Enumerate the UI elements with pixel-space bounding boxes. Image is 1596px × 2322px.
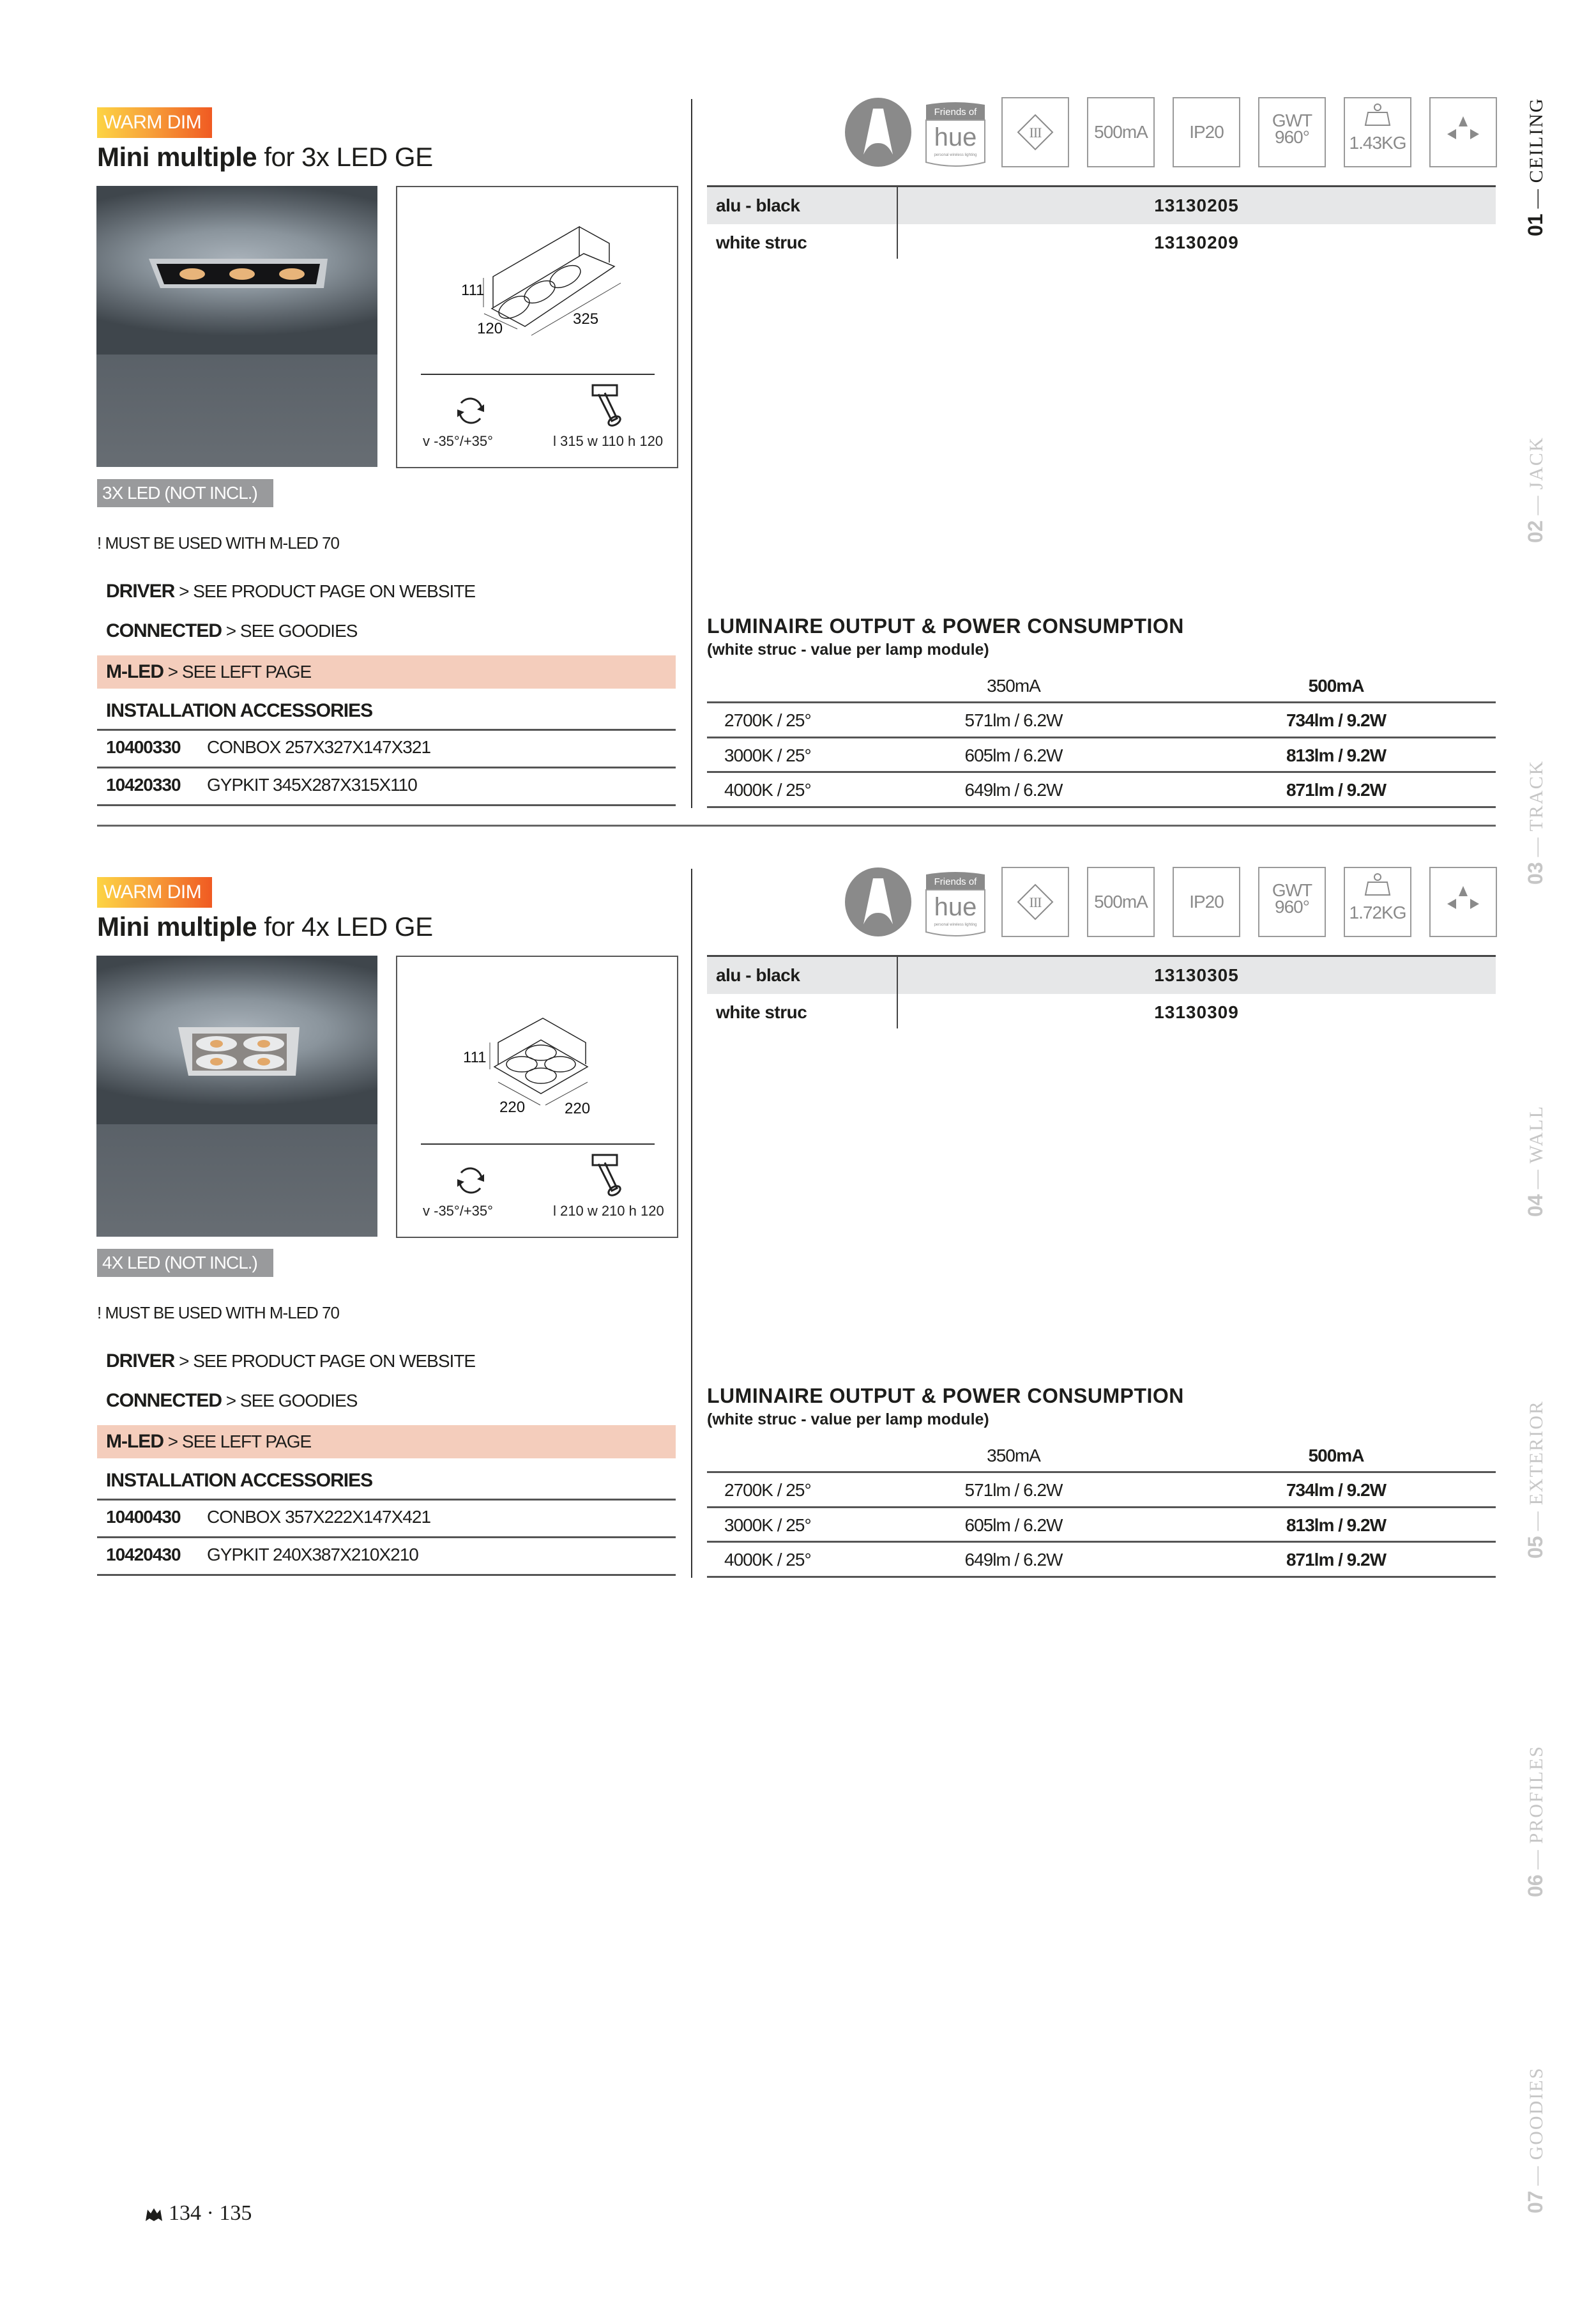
luminaire-output-subtitle: (white struc - value per lamp module) [707,641,989,659]
info-key: DRIVER [106,1350,175,1371]
info-key: CONNECTED [106,1390,222,1411]
lamp-outline [526,1068,556,1083]
page-numbers: 134 · 135 [169,2201,252,2225]
output-500-cell: 734lm / 9.2W [1286,710,1387,730]
info-value: > SEE LEFT PAGE [163,1432,312,1451]
dimension-height: 111 [463,1049,487,1066]
article-material: alu - black [716,195,800,215]
drawing-divider [421,1143,655,1145]
accessories-bottom-rule [97,1574,676,1576]
accessory-row [97,1536,676,1572]
article-code: 13130209 [1154,233,1239,252]
side-nav-number: 04 [1524,1194,1547,1217]
table-rule [707,1576,1496,1578]
product-photo [96,956,377,1237]
rotate-icon [448,392,493,430]
cct-cell: 4000K / 25° [724,1550,811,1570]
product-title-rest: for 4x LED GE [257,912,433,942]
cct-cell: 3000K / 25° [724,745,811,765]
weight-value: 1.72KG [1349,903,1406,922]
side-nav-dash: — [1526,494,1547,516]
led-not-included-tag: 4X LED (NOT INCL.) [97,1249,273,1277]
photo-wall [96,355,377,467]
svg-text:personal wireless lighting: personal wireless lighting [934,153,977,157]
brand-logo-icon [844,97,912,167]
accessory-desc: GYPKIT 240X387X210X210 [207,1545,418,1564]
info-value: > SEE GOODIES [222,1391,358,1410]
info-key: M-LED [106,1431,163,1452]
product-title-bold: Mini multiple [97,912,257,942]
side-nav-number: 06 [1524,1874,1547,1897]
output-500-cell: 813lm / 9.2W [1286,745,1387,765]
ip20-icon: IP20 [1173,97,1240,167]
led-not-included-tag: 3X LED (NOT INCL.) [97,479,273,507]
column-divider [691,869,692,1578]
accessory-code: 10420430 [106,1545,181,1564]
friends-of-hue-icon [925,101,986,167]
side-nav-number: 02 [1524,520,1547,543]
info-driver[interactable] [97,1345,676,1378]
col-header-350ma: 350mA [987,1446,1040,1465]
info-driver[interactable] [97,575,676,608]
photo-wall [96,1124,377,1237]
side-nav-number: 01 [1524,213,1547,236]
warm-dim-badge: WARM DIM [97,877,212,908]
svg-text:hue: hue [934,123,977,151]
info-value: > SEE PRODUCT PAGE ON WEBSITE [174,581,476,601]
fixture-illustration [96,956,377,1124]
side-nav-number: 07 [1524,2190,1547,2213]
side-nav-dash: — [1526,188,1547,209]
box-outline [493,227,579,307]
output-500-cell: 734lm / 9.2W [1286,1480,1387,1500]
svg-text:hue: hue [934,893,977,921]
table-column-separator [897,957,898,1028]
box-outline [579,227,609,263]
col-header-500ma: 500mA [1308,676,1364,696]
side-nav-dash: — [1526,2165,1547,2186]
side-nav-item-exterior[interactable] [1524,1400,1547,1559]
rotate-icon [448,1161,493,1200]
cct-cell: 4000K / 25° [724,780,811,800]
svg-text:personal wireless lighting: personal wireless lighting [934,923,977,927]
dimension-width: 120 [477,320,503,337]
dimension-length: 325 [573,310,599,328]
side-nav-dash: — [1526,1849,1547,1870]
info-m-led[interactable] [97,1425,676,1458]
trim-outline [494,1040,588,1094]
luminaire-output-subtitle: (white struc - value per lamp module) [707,1410,989,1428]
output-350-cell: 605lm / 6.2W [964,745,1063,765]
article-code: 13130305 [1154,965,1239,985]
side-nav-label: WALL [1526,1105,1547,1164]
brand-mark-icon [146,2207,162,2221]
accessory-code: 10420330 [106,775,181,795]
side-nav-label: GOODIES [1526,2066,1547,2160]
accessory-row [97,729,676,765]
accessory-desc: CONBOX 257X327X147X321 [207,737,431,757]
svg-text:III: III [1029,894,1042,910]
col-header-500ma: 500mA [1308,1446,1364,1465]
drawing-divider [421,374,655,375]
weight-value: 1.43KG [1349,133,1406,153]
tilt-label: v -35°/+35° [423,1203,493,1219]
article-material: white struc [716,1002,807,1022]
current-500ma-icon: 500mA [1087,97,1155,167]
side-nav-number: 05 [1524,1536,1547,1559]
cct-cell: 2700K / 25° [724,1480,811,1500]
info-key: CONNECTED [106,620,222,641]
luminaire-output-title: LUMINAIRE OUTPUT & POWER CONSUMPTION [707,615,1184,638]
lamp-glow [257,1058,270,1066]
friends-of-hue-icon [925,871,986,937]
cutout-label: l 315 w 110 h 120 [553,433,664,449]
side-nav-item-profiles[interactable] [1524,1745,1547,1897]
product-section [0,770,1596,1570]
output-350-cell: 605lm / 6.2W [964,1515,1063,1535]
output-500-cell: 871lm / 9.2W [1286,1550,1387,1570]
side-nav-item-jack[interactable] [1524,436,1547,543]
side-nav-label: EXTERIOR [1526,1400,1547,1506]
technical-drawing-box [396,186,678,468]
adjustable-directions-icon [1429,867,1497,937]
accessory-code: 10400430 [106,1507,181,1527]
info-value: > SEE PRODUCT PAGE ON WEBSITE [174,1351,476,1371]
lamp-glow [279,268,305,280]
table-column-separator [897,187,898,259]
output-350-cell: 571lm / 6.2W [964,710,1063,730]
info-connected[interactable] [97,1384,676,1417]
class-iii-icon [1001,867,1069,937]
must-use-note: ! MUST BE USED WITH M-LED 70 [97,533,339,553]
output-350-cell: 571lm / 6.2W [964,1480,1063,1500]
section-separator [97,825,1496,827]
must-use-note: ! MUST BE USED WITH M-LED 70 [97,1303,339,1322]
side-nav-dash: — [1526,1510,1547,1531]
lamp-glow [210,1058,223,1066]
warm-dim-badge: WARM DIM [97,107,212,138]
cutout-label: l 210 w 210 h 120 [553,1203,664,1219]
lamp-glow [257,1040,270,1048]
info-value: > SEE GOODIES [222,621,358,641]
output-500-cell: 813lm / 9.2W [1286,1515,1387,1535]
side-nav-label: PROFILES [1526,1745,1547,1844]
accessory-row [97,1499,676,1534]
dimension-width: 220 [499,1099,526,1116]
article-material: white struc [716,233,807,252]
lamp-outline [495,291,533,323]
product-title [97,912,433,942]
article-code: 13130205 [1154,195,1239,215]
side-nav-label: TRACK [1526,760,1547,832]
side-nav-label: JACK [1526,436,1547,490]
svg-text:Friends of: Friends of [934,107,977,118]
dimension-height: 111 [461,282,485,299]
gwt-960-icon: GWT 960° [1258,867,1326,937]
side-nav-item-wall[interactable] [1524,1105,1547,1217]
output-350-cell: 649lm / 6.2W [964,780,1063,800]
accessory-desc: CONBOX 357X222X147X421 [207,1507,431,1527]
article-code: 13130309 [1154,1002,1239,1022]
product-photo [96,186,377,467]
side-nav-item-track[interactable] [1524,760,1547,885]
output-350-cell: 649lm / 6.2W [964,1550,1063,1570]
accessory-code: 10400330 [106,737,181,757]
cct-cell: 2700K / 25° [724,710,811,730]
article-row[interactable] [707,224,1496,261]
side-nav-label: CEILING [1526,97,1547,183]
technical-drawing-box [396,956,678,1238]
article-row[interactable] [707,957,1496,994]
product-title-bold: Mini multiple [97,142,257,172]
side-nav-item-ceiling[interactable] [1524,97,1547,236]
column-divider [691,99,692,808]
current-500ma-icon: 500mA [1087,867,1155,937]
adjustable-directions-icon [1429,97,1497,167]
side-nav-item-goodies[interactable] [1524,2066,1547,2213]
lamp-outline [546,261,584,292]
lamp-glow [210,1040,223,1048]
lamp-glow [229,268,255,280]
dimension-length: 220 [565,1100,591,1117]
lamp-glow [179,268,205,280]
product-title-rest: for 3x LED GE [257,142,433,172]
class-iii-icon [1001,97,1069,167]
side-nav-number: 03 [1524,862,1547,885]
svg-text:III: III [1029,125,1042,141]
info-key: M-LED [106,661,163,682]
info-value: > SEE LEFT PAGE [163,662,312,682]
side-nav-dash: — [1526,1168,1547,1189]
brand-logo-icon [844,867,912,937]
article-row[interactable] [707,187,1496,224]
gwt-960-icon: GWT 960° [1258,97,1326,167]
ip20-icon: IP20 [1173,867,1240,937]
page-footer [146,2201,252,2226]
col-header-350ma: 350mA [987,676,1040,696]
product-title [97,142,433,172]
tilt-label: v -35°/+35° [423,433,493,449]
accessories-title: INSTALLATION ACCESSORIES [106,700,373,721]
fixture-illustration [96,186,377,355]
isometric-drawing [397,957,677,1136]
weight-icon [1344,867,1411,937]
lamp-outline [521,276,558,307]
accessories-title: INSTALLATION ACCESSORIES [106,1470,373,1491]
weight-icon [1344,97,1411,167]
cct-cell: 3000K / 25° [724,1515,811,1535]
article-material: alu - black [716,965,800,985]
info-m-led[interactable] [97,655,676,689]
info-key: DRIVER [106,581,175,602]
isometric-drawing [397,187,677,366]
side-nav-dash: — [1526,836,1547,857]
output-500-cell: 871lm / 9.2W [1286,780,1387,800]
svg-text:Friends of: Friends of [934,876,977,887]
article-row[interactable] [707,994,1496,1031]
saw-cutout-icon [588,384,632,429]
luminaire-output-title: LUMINAIRE OUTPUT & POWER CONSUMPTION [707,1384,1184,1407]
accessory-desc: GYPKIT 345X287X315X110 [207,775,417,795]
saw-cutout-icon [588,1154,632,1198]
info-connected[interactable] [97,615,676,648]
